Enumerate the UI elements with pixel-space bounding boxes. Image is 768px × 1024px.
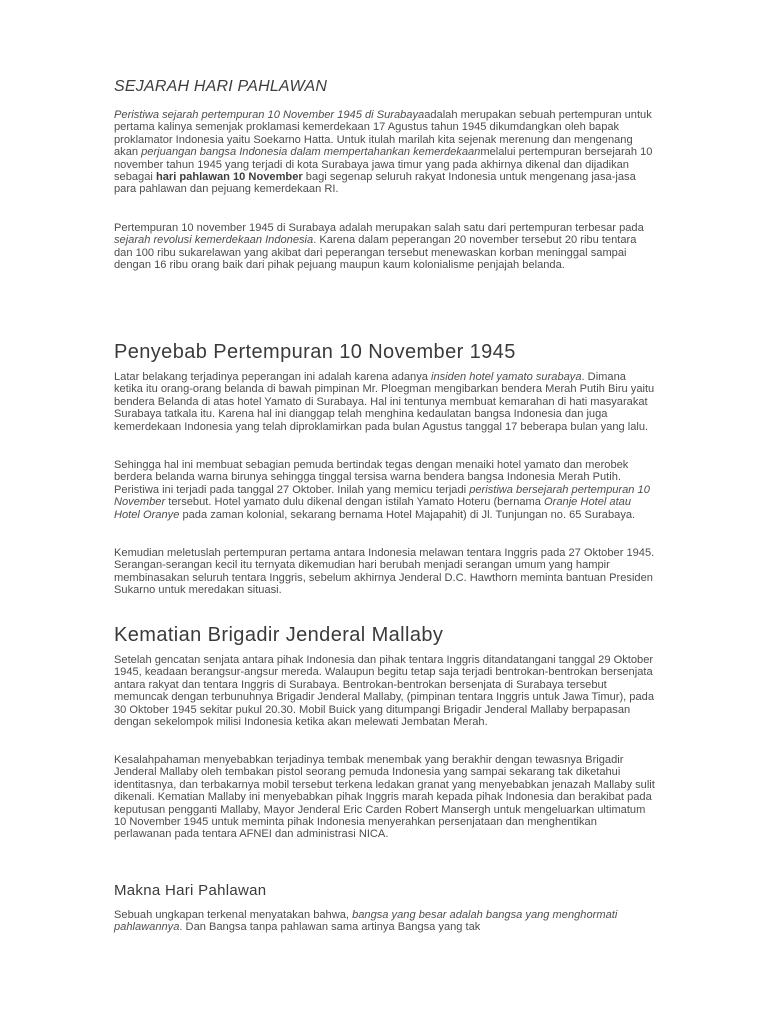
section2-paragraph-1: Setelah gencatan senjata antara pihak Indonesia dan pihak tentara Inggris ditandatangani tanggal 29 Oktober 1945, keadaan berangsur-angsur mereda. Walaupun begitu tetap saja terjadi bentrokan-bentrokan bersenjata antara rakyat dan tentara Inggris di Surabaya. Bentrokan-bentrokan bersenjata di Surabaya tersebut memuncak dengan terbunuhnya Brigadir Jenderal Mallaby, (pimpinan tentara Inggris untuk Jawa Timur), pada 30 Oktober 1945 sekitar pukul 20.30. Mobil Buick yang ditumpangi Brigadir Jenderal Mallaby berpapasan dengan sekelompok milisi Indonesia ketika akan melewati Jembatan Merah.	[114, 654, 654, 729]
paragraph-text: tersebut. Hotel yamato dulu dikenal dengan istilah Yamato Hoteru (bernama	[165, 496, 545, 509]
intro-paragraph-2	[114, 222, 656, 272]
section1-paragraph-1	[114, 371, 656, 433]
paragraph-text: Sehingga hal ini membuat sebagian pemuda bertindak tegas dengan menaiki hotel yamato dan merobek berdera belanda warna birunya sehingga tinggal tersisa warna bendera bangsa Indonesia Merah Putih. Peristiwa ini terjadi pada tanggal 27 Oktober. Inilah yang memicu terjadi	[114, 459, 632, 496]
italic-phrase: bangsa yang besar adalah bangsa yang menghormati pahlawannya	[114, 909, 618, 934]
paragraph-text: . Dimana ketika itu orang-orang belanda di bawah pimpinan Mr. Ploegman mengibarkan bendera Merah Putih Biru yaitu bendera Belanda di atas hotel Yamato di Surabaya. Hal ini tentunya membuat kemarahan di hati masyarakat Surabaya tatkala itu. Karena hal ini dianggap telah menghina kedaulatan bangsa Indonesia dan juga kemerdekaan Indonesia yang telah diproklamirkan pada bulan Agustus tanggal 17 beberapa bulan yang lalu.	[114, 371, 658, 433]
intro-paragraph-1	[114, 109, 656, 196]
paragraph-text: adalah merupakan sebuah pertempuran untuk pertama kalinya semenjak proklamasi kemerdekaan 17 Agustus tahun 1945 dikumdangkan oleh bapak proklamator Indonesia yaitu Soekarno Hatta. Untuk itulah marilah kita sejenak merenung dan mengenang akan	[114, 109, 655, 159]
italic-phrase: sejarah revolusi kemerdekaan Indonesia	[114, 234, 314, 247]
section-heading-mallaby: Kematian Brigadir Jenderal Mallaby	[114, 624, 444, 646]
section-heading-makna: Makna Hari Pahlawan	[114, 882, 267, 899]
italic-phrase: insiden hotel yamato surabaya	[431, 371, 582, 383]
paragraph-text: bagi segenap seluruh rakyat Indonesia untuk mengenang jasa-jasa para pahlawan dan pejuang kemerdekaan RI.	[114, 171, 639, 196]
italic-phrase: peristiwa bersejarah pertempuran 10 November	[114, 483, 650, 509]
italic-phrase: Peristiwa sejarah pertempuran 10 November 1945 di Surabaya	[114, 109, 425, 121]
italic-phrase: Oranje Hotel atau Hotel Oranye	[114, 496, 631, 521]
paragraph-text: . Dan Bangsa tanpa pahlawan sama artinya Bangsa yang tak	[179, 921, 481, 934]
section3-paragraph-1	[114, 909, 656, 934]
paragraph-text: . Karena dalam peperangan 20 november tersebut 20 ribu tentara dan 100 ribu sukarelawan yang akibat dari peperangan tersebut menewaskan korban meninggal sampai dengan 16 ribu orang baik dari pihak pejuang maupun kaum kolonialisme penjajah belanda.	[114, 234, 640, 272]
section1-paragraph-2	[114, 459, 656, 521]
italic-phrase: perjuangan bangsa Indonesia dalam mempertahankan kemerdekaan	[141, 146, 481, 159]
paragraph-text: Sebuah ungkapan terkenal menyatakan bahwa,	[114, 909, 353, 921]
section-heading-penyebab: Penyebab Pertempuran 10 November 1945	[114, 341, 516, 363]
section1-paragraph-3: Kemudian meletuslah pertempuran pertama antara Indonesia melawan tentara Inggris pada 27 Oktober 1945. Serangan-serangan kecil itu ternyata dikemudian hari berubah menjadi serangan umum yang hampir membinasakan seluruh tentara Inggris, sebelum akhirnya Jenderal D.C. Hawthorn meminta bantuan Presiden Sukarno untuk meredakan situasi.	[114, 547, 655, 597]
paragraph-text: pada zaman kolonial, sekarang bernama Hotel Majapahit) di Jl. Tunjungan no. 65 Surabaya.	[179, 508, 636, 521]
paragraph-text: Latar belakang terjadinya peperangan ini adalah karena adanya	[114, 371, 432, 383]
article-title: SEJARAH HARI PAHLAWAN	[114, 78, 328, 95]
paragraph-text: melalui pertempuran bersejarah 10 november tahun 1945 yang terjadi di kota Surabaya jawa timur yang pada akhirnya dikenal dan dijadikan sebagai	[114, 146, 656, 184]
bold-phrase: hari pahlawan 10 November	[155, 171, 303, 184]
section2-paragraph-2: Kesalahpahaman menyebabkan terjadinya tembak menembak yang berakhir dengan tewasnya Brigadir Jenderal Mallaby oleh tembakan pistol seorang pemuda Indonesia yang sampai sekarang tak diketahui identitasnya, dan terbakarnya mobil tersebut terkena ledakan granat yang menyebabkan jenazah Mallaby sulit dikenali. Kematian Mallaby ini menyebabkan pihak Inggris marah kepada pihak Indonesia dan berakibat pada keputusan pengganti Mallaby, Mayor Jenderal Eric Carden Robert Mansergh untuk mengeluarkan ultimatum 10 November 1945 untuk meminta pihak Indonesia menyerahkan persenjataan dan menghentikan perlawanan pada tentara AFNEI dan administrasi NICA.	[114, 754, 655, 841]
paragraph-text: Pertempuran 10 november 1945 di Surabaya adalah merupakan salah satu dari pertempuran terbesar pada	[114, 222, 647, 234]
